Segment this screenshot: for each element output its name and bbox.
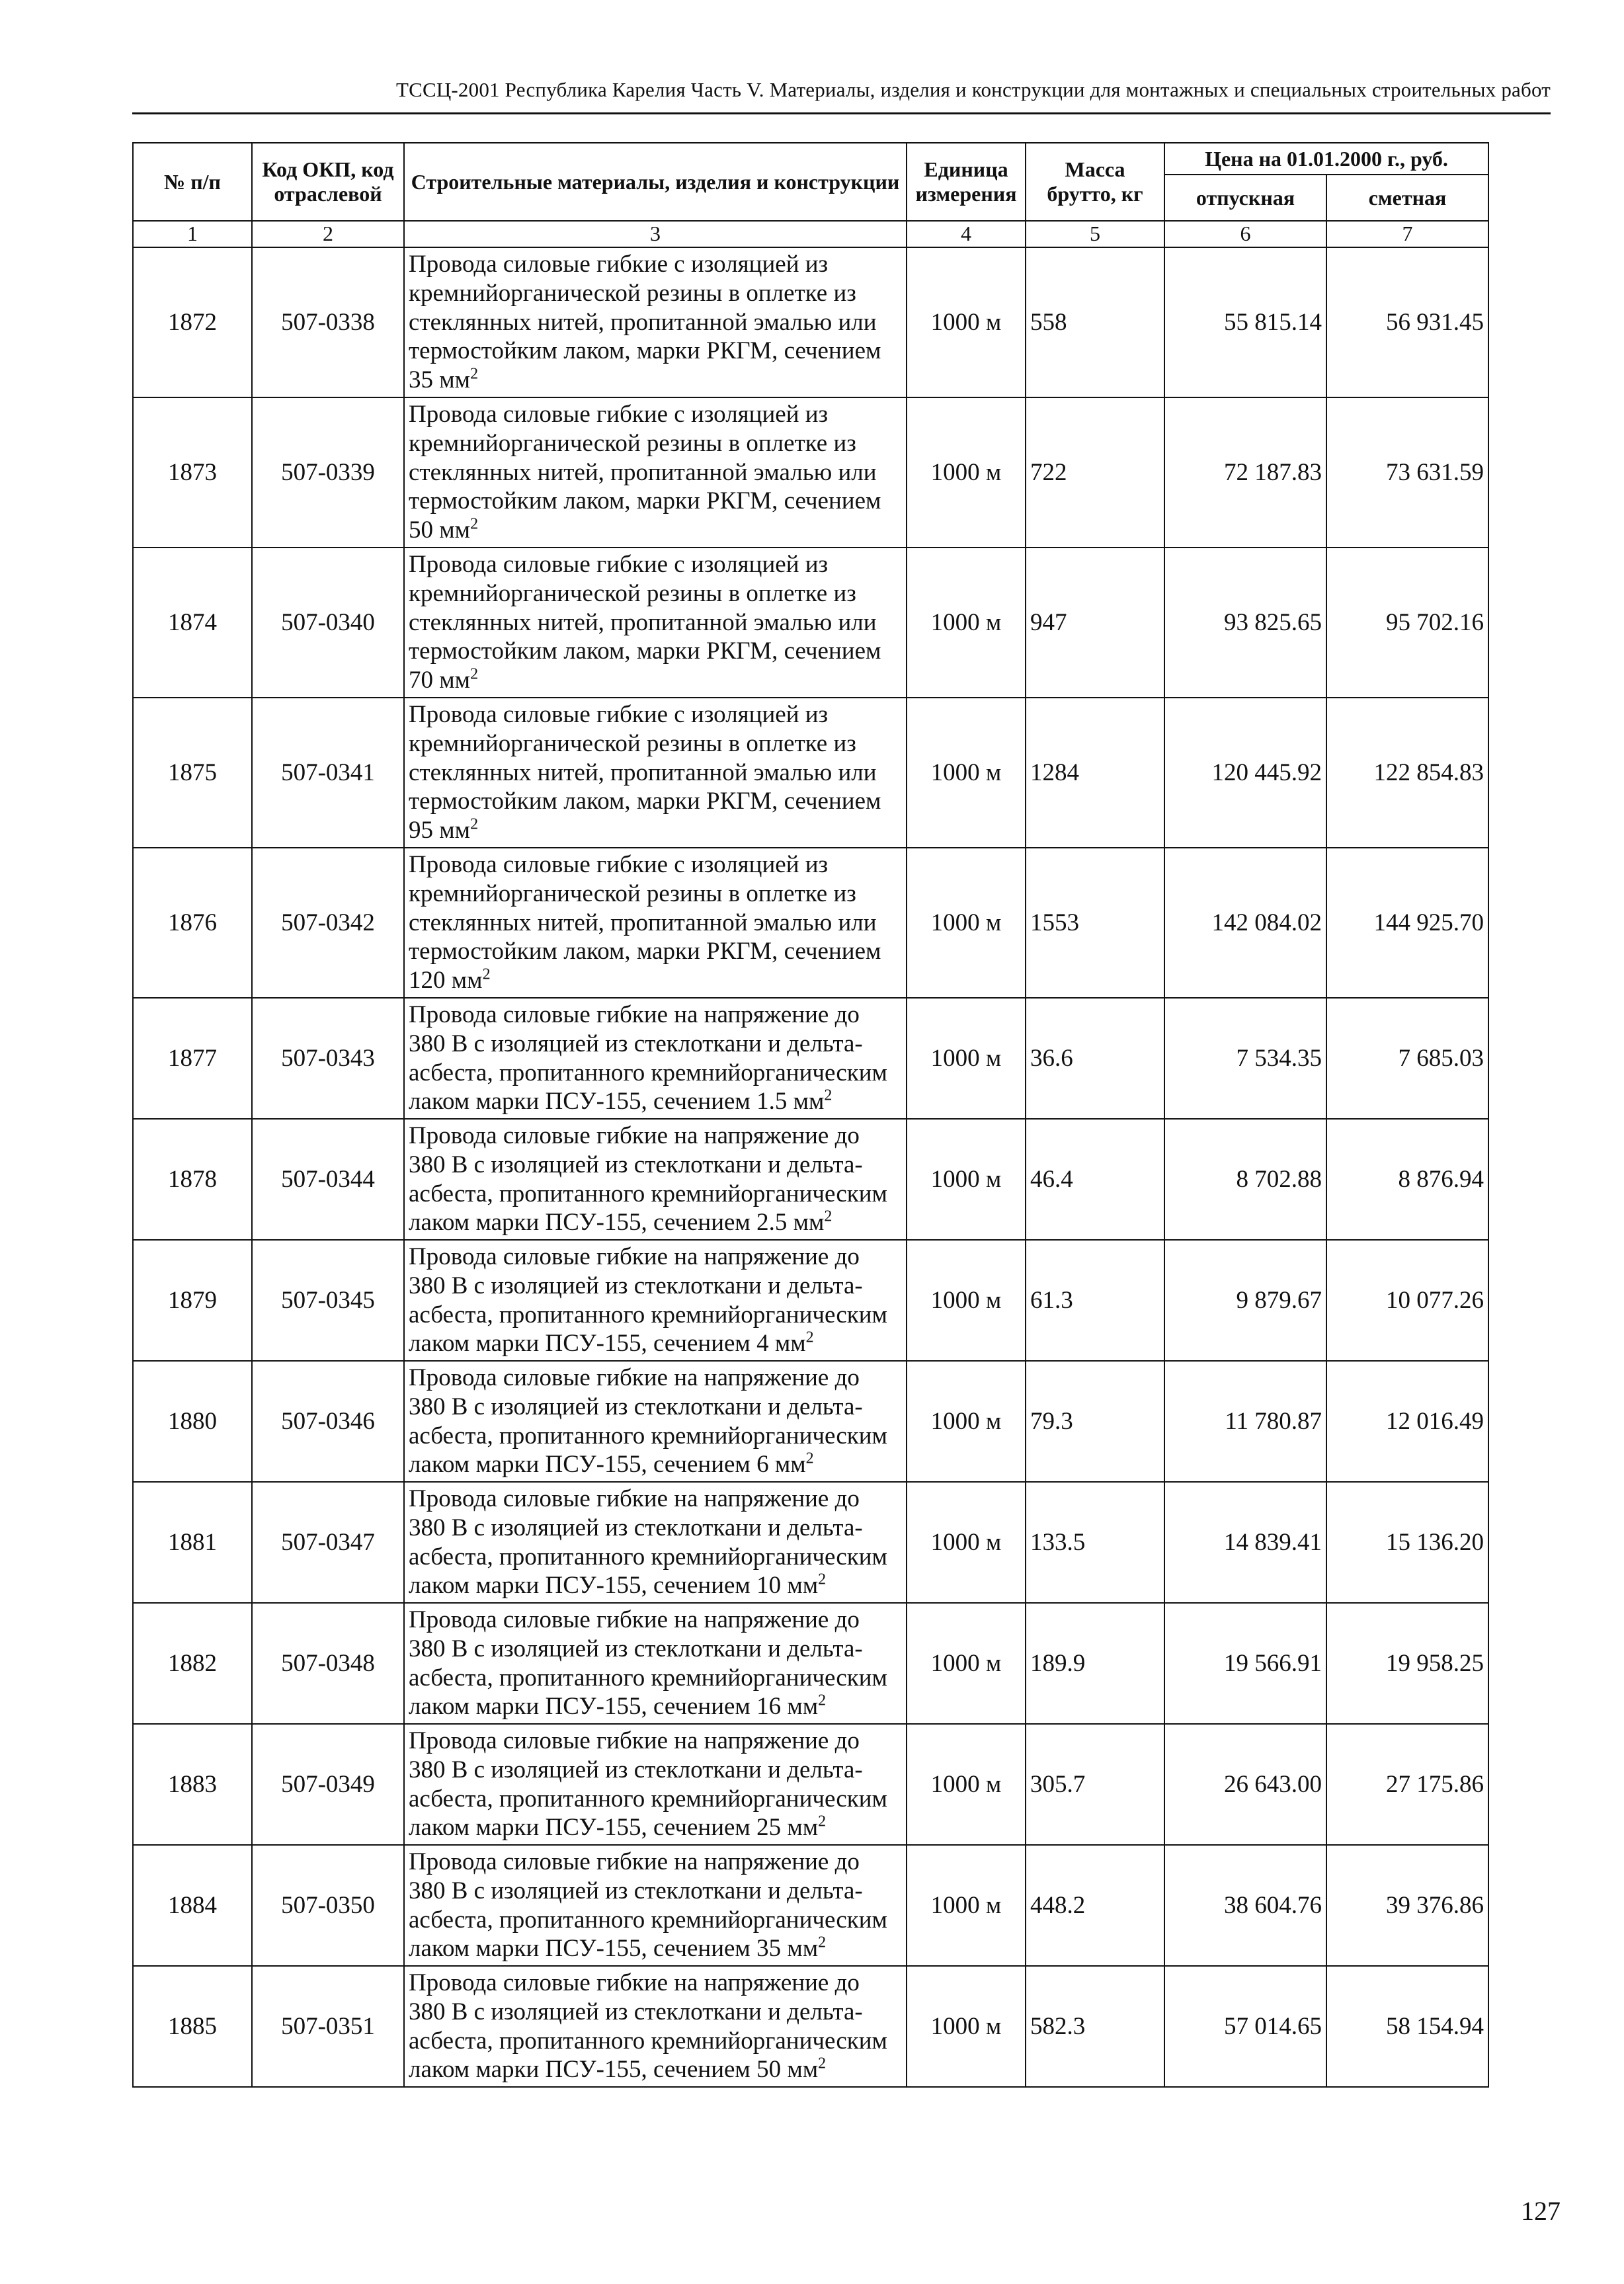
row-unit: 1000 м: [907, 548, 1026, 698]
row-unit: 1000 м: [907, 998, 1026, 1119]
row-price-release: 38 604.76: [1164, 1845, 1326, 1966]
row-number: 1878: [133, 1119, 252, 1240]
row-mass: 305.7: [1026, 1724, 1164, 1845]
table-row: [133, 998, 1488, 1119]
row-unit-exponent: 2: [470, 815, 479, 833]
row-price-estimate: 73 631.59: [1326, 397, 1488, 548]
row-unit-exponent: 2: [824, 1207, 832, 1225]
row-mass: 133.5: [1026, 1482, 1164, 1603]
row-description-text: Провода силовые гибкие на напряжение до 380 В с изоляцией из стеклоткани и дельта-асбеста, пропитанного кремнийорганическим лаком марки ПСУ-155, сечением 50 мм: [409, 1969, 887, 2084]
row-price-estimate: 58 154.94: [1326, 1966, 1488, 2087]
row-description: [404, 1482, 907, 1603]
row-okp-code: 507-0349: [252, 1724, 404, 1845]
row-description: [404, 1119, 907, 1240]
column-number: 2: [252, 221, 404, 247]
row-description: [404, 1966, 907, 2087]
col-header-mass: Масса брутто, кг: [1026, 143, 1164, 221]
row-description-text: Провода силовые гибкие на напряжение до 380 В с изоляцией из стеклоткани и дельта-асбеста, пропитанного кремнийорганическим лаком марки ПСУ-155, сечением 2.5 мм: [409, 1122, 887, 1237]
column-number: 4: [907, 221, 1026, 247]
row-mass: 61.3: [1026, 1240, 1164, 1361]
row-unit-exponent: 2: [470, 515, 479, 533]
row-unit: 1000 м: [907, 1119, 1026, 1240]
table-row: [133, 848, 1488, 998]
row-description-text: Провода силовые гибкие на напряжение до 380 В с изоляцией из стеклоткани и дельта-асбеста, пропитанного кремнийорганическим лаком марки ПСУ-155, сечением 6 мм: [409, 1364, 887, 1479]
table-row: [133, 1240, 1488, 1361]
row-unit: 1000 м: [907, 1724, 1026, 1845]
row-price-release: 142 084.02: [1164, 848, 1326, 998]
row-mass: 947: [1026, 548, 1164, 698]
row-price-estimate: 122 854.83: [1326, 698, 1488, 848]
row-number: 1885: [133, 1966, 252, 2087]
row-okp-code: 507-0344: [252, 1119, 404, 1240]
col-header-name: Строительные материалы, изделия и конструкции: [404, 143, 907, 221]
row-mass: 582.3: [1026, 1966, 1164, 2087]
table-body: [133, 221, 1488, 2087]
row-price-estimate: 56 931.45: [1326, 247, 1488, 397]
row-price-release: 8 702.88: [1164, 1119, 1326, 1240]
row-okp-code: 507-0347: [252, 1482, 404, 1603]
row-description-text: Провода силовые гибкие на напряжение до 380 В с изоляцией из стеклоткани и дельта-асбеста, пропитанного кремнийорганическим лаком марки ПСУ-155, сечением 16 мм: [409, 1606, 887, 1721]
row-unit-exponent: 2: [818, 1692, 827, 1709]
row-description: [404, 698, 907, 848]
column-number: 1: [133, 221, 252, 247]
row-price-release: 57 014.65: [1164, 1966, 1326, 2087]
row-number: 1883: [133, 1724, 252, 1845]
row-description-text: Провода силовые гибкие на напряжение до 380 В с изоляцией из стеклоткани и дельта-асбеста, пропитанного кремнийорганическим лаком марки ПСУ-155, сечением 10 мм: [409, 1485, 887, 1600]
row-unit-exponent: 2: [818, 1934, 827, 1951]
header-divider: [132, 112, 1551, 114]
row-description: [404, 1724, 907, 1845]
row-description: [404, 998, 907, 1119]
row-unit: 1000 м: [907, 848, 1026, 998]
row-description-text: Провода силовые гибкие с изоляцией из кремнийорганической резины в оплетке из стеклянных нитей, пропитанной эмалью или термостойким лаком, марки РКГМ, сечением 120 мм: [409, 851, 881, 994]
row-price-estimate: 8 876.94: [1326, 1119, 1488, 1240]
row-okp-code: 507-0343: [252, 998, 404, 1119]
row-number: 1884: [133, 1845, 252, 1966]
col-header-price-estimate: сметная: [1326, 175, 1488, 221]
table-row: [133, 1119, 1488, 1240]
row-mass: 558: [1026, 247, 1164, 397]
table-row: [133, 1361, 1488, 1482]
row-price-release: 55 815.14: [1164, 247, 1326, 397]
row-description: [404, 848, 907, 998]
row-description-text: Провода силовые гибкие на напряжение до 380 В с изоляцией из стеклоткани и дельта-асбеста, пропитанного кремнийорганическим лаком марки ПСУ-155, сечением 4 мм: [409, 1243, 887, 1358]
column-number: 3: [404, 221, 907, 247]
row-mass: 36.6: [1026, 998, 1164, 1119]
table-row: [133, 1966, 1488, 2087]
column-number: 6: [1164, 221, 1326, 247]
table-row: [133, 698, 1488, 848]
column-number: 7: [1326, 221, 1488, 247]
row-okp-code: 507-0338: [252, 247, 404, 397]
row-price-estimate: 27 175.86: [1326, 1724, 1488, 1845]
column-number: 5: [1026, 221, 1164, 247]
row-okp-code: 507-0350: [252, 1845, 404, 1966]
row-unit-exponent: 2: [470, 365, 479, 383]
col-header-price-group: Цена на 01.01.2000 г., руб.: [1164, 143, 1488, 175]
row-unit-exponent: 2: [818, 1813, 827, 1830]
row-description: [404, 548, 907, 698]
row-unit: 1000 м: [907, 1240, 1026, 1361]
row-number: 1880: [133, 1361, 252, 1482]
row-number: 1875: [133, 698, 252, 848]
row-okp-code: 507-0339: [252, 397, 404, 548]
row-mass: 79.3: [1026, 1361, 1164, 1482]
row-unit-exponent: 2: [482, 965, 491, 983]
row-okp-code: 507-0348: [252, 1603, 404, 1724]
row-okp-code: 507-0341: [252, 698, 404, 848]
row-description-text: Провода силовые гибкие на напряжение до 380 В с изоляцией из стеклоткани и дельта-асбеста, пропитанного кремнийорганическим лаком марки ПСУ-155, сечением 35 мм: [409, 1848, 887, 1963]
row-unit-exponent: 2: [818, 1570, 827, 1588]
table-row: [133, 1724, 1488, 1845]
row-unit-exponent: 2: [470, 665, 479, 683]
row-price-release: 93 825.65: [1164, 548, 1326, 698]
row-unit-exponent: 2: [805, 1328, 814, 1346]
row-okp-code: 507-0351: [252, 1966, 404, 2087]
row-price-release: 7 534.35: [1164, 998, 1326, 1119]
row-price-estimate: 19 958.25: [1326, 1603, 1488, 1724]
row-okp-code: 507-0345: [252, 1240, 404, 1361]
table-row: [133, 1482, 1488, 1603]
row-price-estimate: 15 136.20: [1326, 1482, 1488, 1603]
row-mass: 722: [1026, 397, 1164, 548]
col-header-price-release: отпускная: [1164, 175, 1326, 221]
row-mass: 189.9: [1026, 1603, 1164, 1724]
row-price-release: 26 643.00: [1164, 1724, 1326, 1845]
row-unit: 1000 м: [907, 397, 1026, 548]
row-price-estimate: 12 016.49: [1326, 1361, 1488, 1482]
row-unit: 1000 м: [907, 247, 1026, 397]
row-price-estimate: 144 925.70: [1326, 848, 1488, 998]
row-unit-exponent: 2: [818, 2055, 827, 2072]
row-description-text: Провода силовые гибкие с изоляцией из кремнийорганической резины в оплетке из стеклянных нитей, пропитанной эмалью или термостойким лаком, марки РКГМ, сечением 50 мм: [409, 401, 881, 544]
row-price-release: 72 187.83: [1164, 397, 1326, 548]
row-unit-exponent: 2: [805, 1449, 814, 1467]
row-mass: 1553: [1026, 848, 1164, 998]
row-description: [404, 1361, 907, 1482]
col-header-unit: Единица измерения: [907, 143, 1026, 221]
row-mass: 1284: [1026, 698, 1164, 848]
row-price-estimate: 39 376.86: [1326, 1845, 1488, 1966]
row-number: 1873: [133, 397, 252, 548]
materials-price-table: [132, 142, 1489, 2088]
row-number: 1876: [133, 848, 252, 998]
row-description: [404, 397, 907, 548]
row-description-text: Провода силовые гибкие с изоляцией из кремнийорганической резины в оплетке из стеклянных нитей, пропитанной эмалью или термостойким лаком, марки РКГМ, сечением 35 мм: [409, 251, 881, 393]
row-price-release: 14 839.41: [1164, 1482, 1326, 1603]
col-header-num: № п/п: [133, 143, 252, 221]
row-price-release: 9 879.67: [1164, 1240, 1326, 1361]
row-description-text: Провода силовые гибкие на напряжение до 380 В с изоляцией из стеклоткани и дельта-асбеста, пропитанного кремнийорганическим лаком марки ПСУ-155, сечением 25 мм: [409, 1727, 887, 1842]
row-price-release: 19 566.91: [1164, 1603, 1326, 1724]
col-header-code: Код ОКП, код отраслевой: [252, 143, 404, 221]
row-description: [404, 1240, 907, 1361]
row-okp-code: 507-0346: [252, 1361, 404, 1482]
row-mass: 46.4: [1026, 1119, 1164, 1240]
table-row: [133, 548, 1488, 698]
row-description-text: Провода силовые гибкие с изоляцией из кремнийорганической резины в оплетке из стеклянных нитей, пропитанной эмалью или термостойким лаком, марки РКГМ, сечением 95 мм: [409, 701, 881, 844]
row-okp-code: 507-0340: [252, 548, 404, 698]
row-number: 1877: [133, 998, 252, 1119]
row-unit: 1000 м: [907, 1845, 1026, 1966]
table-row: [133, 247, 1488, 397]
row-unit: 1000 м: [907, 1966, 1026, 2087]
row-unit: 1000 м: [907, 698, 1026, 848]
row-description: [404, 1845, 907, 1966]
table-row: [133, 1845, 1488, 1966]
page-header: ТССЦ-2001 Республика Карелия Часть V. Материалы, изделия и конструкции для монтажных и специальных строительных работ: [395, 78, 1551, 101]
row-number: 1881: [133, 1482, 252, 1603]
row-price-estimate: 7 685.03: [1326, 998, 1488, 1119]
table-row: [133, 397, 1488, 548]
row-mass: 448.2: [1026, 1845, 1164, 1966]
row-unit-exponent: 2: [824, 1086, 832, 1104]
row-okp-code: 507-0342: [252, 848, 404, 998]
row-price-release: 120 445.92: [1164, 698, 1326, 848]
row-unit: 1000 м: [907, 1482, 1026, 1603]
row-price-release: 11 780.87: [1164, 1361, 1326, 1482]
row-number: 1879: [133, 1240, 252, 1361]
row-price-estimate: 10 077.26: [1326, 1240, 1488, 1361]
page-number: 127: [1521, 2196, 1561, 2226]
row-description-text: Провода силовые гибкие на напряжение до 380 В с изоляцией из стеклоткани и дельта-асбеста, пропитанного кремнийорганическим лаком марки ПСУ-155, сечением 1.5 мм: [409, 1001, 887, 1116]
row-number: 1874: [133, 548, 252, 698]
row-description: [404, 1603, 907, 1724]
row-unit: 1000 м: [907, 1361, 1026, 1482]
row-number: 1882: [133, 1603, 252, 1724]
row-description: [404, 247, 907, 397]
table-row: [133, 1603, 1488, 1724]
column-number-row: [133, 221, 1488, 247]
row-unit: 1000 м: [907, 1603, 1026, 1724]
row-price-estimate: 95 702.16: [1326, 548, 1488, 698]
row-description-text: Провода силовые гибкие с изоляцией из кремнийорганической резины в оплетке из стеклянных нитей, пропитанной эмалью или термостойким лаком, марки РКГМ, сечением 70 мм: [409, 551, 881, 694]
row-number: 1872: [133, 247, 252, 397]
